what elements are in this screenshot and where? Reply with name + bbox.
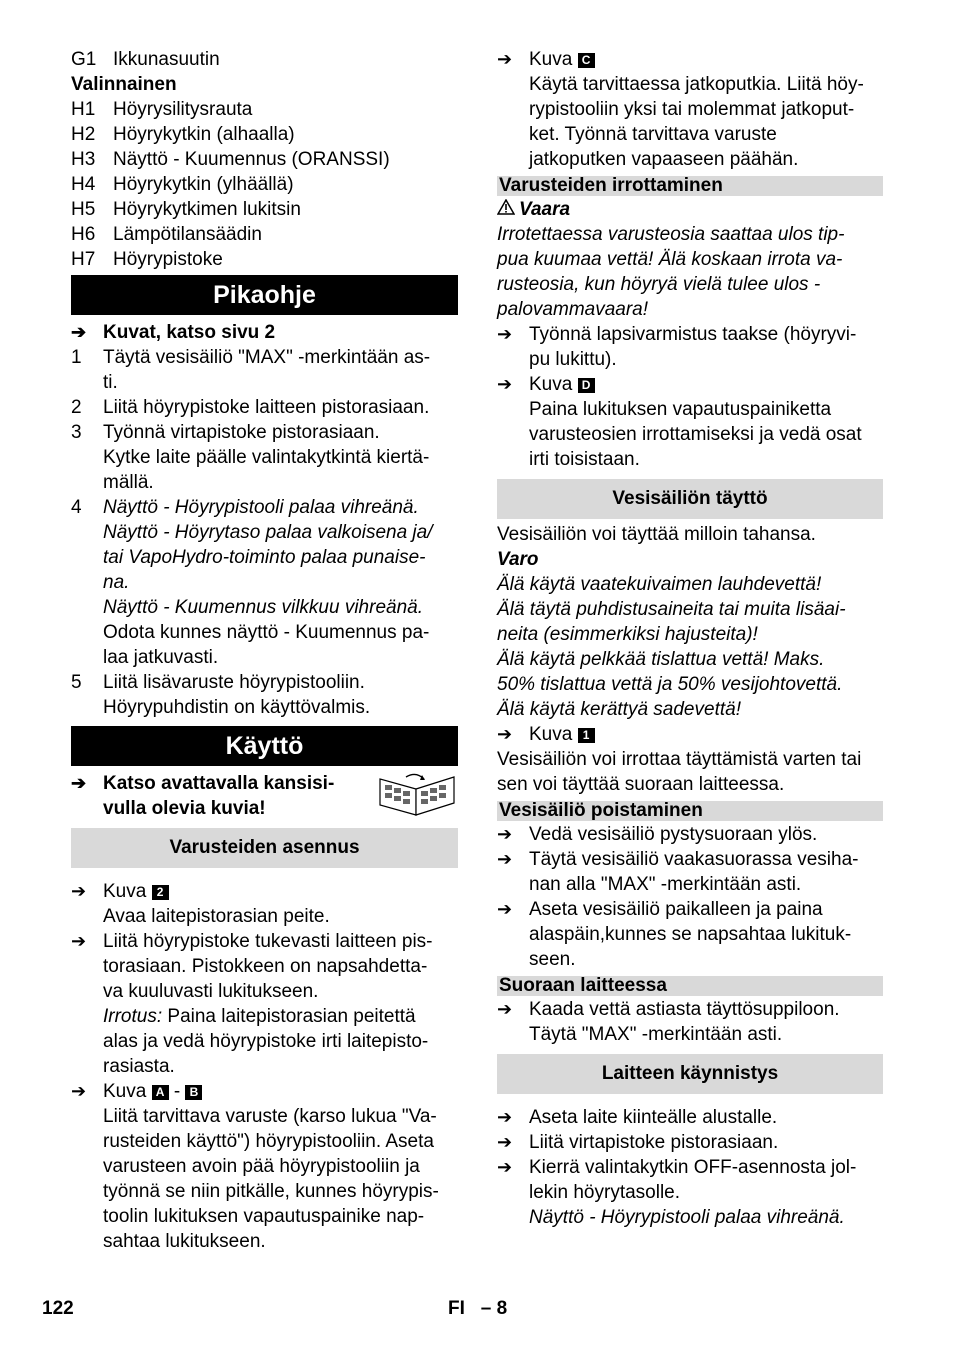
arrow-right-icon: ➔ <box>71 881 87 901</box>
step-5: 5 Liitä lisävaruste höyrypistooliin. Höyrypuhdistin on käyttövalmis. <box>71 672 371 718</box>
arrow-right-icon: ➔ <box>497 374 513 394</box>
optional-item: H3 Näyttö - Kuumennus (ORANSSI) <box>71 149 390 170</box>
arrow-right-icon: ➔ <box>497 899 513 919</box>
list-item: ➔ Kierrä valintakytkin OFF-asennosta jol- lekin höyrytasolle. Näyttö - Höyrypistooli palaa vihreänä. <box>497 1157 857 1228</box>
arrow-right-icon: ➔ <box>497 724 513 744</box>
caution-label: Varo <box>497 549 539 570</box>
open-book-icon <box>376 771 458 817</box>
arrow-right-icon: ➔ <box>71 931 87 951</box>
list-item: ➔ Liitä virtapistoke pistorasiaan. <box>497 1132 779 1153</box>
list-item: ➔ Aseta vesisäiliö paikalleen ja paina alaspäin,kunnes se napsahtaa lukituk- seen. <box>497 899 852 970</box>
optional-list <box>71 97 458 272</box>
figure-badge: 1 <box>578 728 595 743</box>
figure-badge: B <box>185 1085 202 1100</box>
right-column: ➔ Kuva C Käytä tarvittaessa jatkoputkia. Liitä höy- rypistooliin yksi tai molemmat jatkoput- ket. Työnnä tarvittava varuste jatkoputken vapaaseen päähän. Varusteiden irrottaminen Vaara Irrotettaessa varusteosia saattaa ulos tip- pua kuumaa vettä! Älä koskaan irrota va- rusteosia, kun höyryä vielä tulee ulos - palovammavaara! ➔ Työnnä lapsivarmistus taakse (höyryvi- pu lukittu). ➔ Kuva D Paina lukituksen vapautuspainiketta varusteosien irrottamiseksi ja vedä osat irti toisistaan. Vesisäiliön täyttö Vesisäiliön voi täyttää milloin tahansa. Varo Älä käytä vaatekuivaimen lauhdevettä! Älä täytä puhdistusaineita tai muita lisäai- neita (esimmerkiksi hajusteita)! Älä käytä pelkkää tislattua vettä! Maks. 50% tislattua vettä ja 50% vesijohtovettä. Älä käytä kerättyä sadevettä! ➔ Kuva 1 Vesisäiliön voi irrottaa täyttämistä varten tai sen voi täyttää suoraan laitteessa. Vesisäiliö poistaminen ➔ Vedä vesisäiliö pystysuoraan ylös. ➔ Täytä vesisäiliö vaakasuorassa vesiha- nan alla "MAX" -merkintään asti. ➔ Aseta vesisäiliö paikalleen ja paina alaspäin,kunnes se napsahtaa lukituk- seen. Suoraan laitteessa ➔ Kaada vettä astiasta täyttösuppiloon. Täytä "MAX" -merkintään asti. Laitteen käynnistys ➔ Aseta laite kiinteälle alustalle. ➔ Liitä virtapistoke pistorasiaan. ➔ Kierrä valintakytkin OFF-asennosta jol- lekin höyrytasolle. Näyttö - Höyrypistooli palaa vihreänä. <box>497 47 883 1230</box>
arrow-right-icon: ➔ <box>71 1081 87 1101</box>
warning-text: Irrotettaessa varusteosia saattaa ulos tip- pua kuumaa vettä! Älä koskaan irrota va- rusteosia, kun höyryä vielä tulee ulos - palovammavaara! <box>497 224 845 320</box>
optional-item: H6 Lämpötilansäädin <box>71 224 262 245</box>
list-item: ➔ Vedä vesisäiliö pystysuoraan ylös. <box>497 824 818 845</box>
arrow-right-icon: ➔ <box>497 824 513 844</box>
fig2-instruction: ➔ Kuva 2 Avaa laitepistorasian peite. <box>71 881 330 927</box>
arrow-right-icon: ➔ <box>497 1157 513 1177</box>
optional-heading: Valinnainen <box>71 74 177 95</box>
arrow-right-icon: ➔ <box>497 49 513 69</box>
section-title-kaytto: Käyttö <box>71 726 458 766</box>
optional-item: H5 Höyrykytkimen lukitsin <box>71 199 301 220</box>
parts-item-g1: G1 Ikkunasuutin <box>71 49 220 70</box>
step-2: 2 Liitä höyrypistoke laitteen pistorasiaan. <box>71 397 430 418</box>
kaytto-ref: ➔ Katso avattavalla kansisi- vulla olevia kuvia! <box>71 771 458 821</box>
figC-instruction: ➔ Kuva C Käytä tarvittaessa jatkoputkia. Liitä höy- rypistooliin yksi tai molemmat jatkoput- ket. Työnnä tarvittava varuste jatkoputken vapaaseen päähän. <box>497 49 864 170</box>
arrow-right-icon: ➔ <box>497 849 513 869</box>
optional-item: H7 Höyrypistoke <box>71 249 223 270</box>
arrow-right-icon: ➔ <box>71 322 87 342</box>
figAB-instruction: ➔ Kuva A - B Liitä tarvittava varuste (karso lukua "Va- rusteiden käyttö") höyrypistooliin. Aseta varusteen avoin pää höyrypistooliin ja työnnä se niin pitkälle, kunnes höyrypis- toolin lukituksen vapautuspainike nap- sahtaa lukitukseen. <box>71 1081 439 1252</box>
list-item: ➔ Kaada vettä astiasta täyttösuppiloon. Täytä "MAX" -merkintään asti. <box>497 999 840 1045</box>
arrow-right-icon: ➔ <box>497 1132 513 1152</box>
figure-badge: 2 <box>152 885 169 900</box>
figD-instruction: ➔ Kuva D Paina lukituksen vapautuspainiketta varusteosien irrottamiseksi ja vedä osat irti toisistaan. <box>497 374 862 470</box>
figure-badge: C <box>578 53 595 68</box>
list-item: ➔ Täytä vesisäiliö vaakasuorassa vesiha- nan alla "MAX" -merkintään asti. <box>497 849 859 895</box>
step-1: 1 Täytä vesisäiliö "MAX" -merkintään as- ti. <box>71 347 431 393</box>
arrow-right-icon: ➔ <box>71 773 87 793</box>
optional-item: H4 Höyrykytkin (ylhäällä) <box>71 174 294 195</box>
figure-badge: D <box>578 378 595 393</box>
connect-instruction: ➔ Liitä höyrypistoke tukevasti laitteen pis- torasiaan. Pistokkeen on napsahdetta- va kuuluvasti lukitukseen. Irrotus: Paina laitepistorasian peitettä alas ja vedä höyrypistoke irti laitepisto- rasiasta. <box>71 931 433 1077</box>
taytto-intro: Vesisäiliön voi täyttää milloin tahansa. <box>497 524 816 545</box>
child-lock-instruction: ➔ Työnnä lapsivarmistus taakse (höyryvi- pu lukittu). <box>497 324 857 370</box>
section-title-pikaohje: Pikaohje <box>71 275 458 315</box>
optional-item: H1 Höyrysilitysrauta <box>71 99 253 120</box>
list-item: ➔ Aseta laite kiinteälle alustalle. <box>497 1107 778 1128</box>
warning-triangle-icon <box>497 197 519 222</box>
caution-text: Älä käytä vaatekuivaimen lauhdevettä! Älä täytä puhdistusaineita tai muita lisäai- neita (esimmerkiksi hajusteita)! Älä käytä pelkkää tislattua vettä! Maks. 50% tislattua vettä ja 50% vesijohtovettä. Älä käytä kerättyä sadevettä! <box>497 574 846 720</box>
subsection-irrottaminen: Varusteiden irrottaminen <box>497 176 883 196</box>
subsection-kaynnistys: Laitteen käynnistys <box>497 1054 883 1094</box>
subsection-poistaminen: Vesisäiliö poistaminen <box>497 801 883 821</box>
subsection-suoraan: Suoraan laitteessa <box>497 976 883 996</box>
page-number: 122 <box>42 1298 74 1319</box>
arrow-right-icon: ➔ <box>497 1107 513 1127</box>
warning-label: Vaara <box>497 197 883 222</box>
fig1-instruction: ➔ Kuva 1 <box>497 722 883 747</box>
subsection-asennus: Varusteiden asennus <box>71 828 458 868</box>
footer-lang-page: FI – 8 <box>448 1298 508 1319</box>
optional-item: H2 Höyrykytkin (alhaalla) <box>71 124 295 145</box>
step-3: 3 Työnnä virtapistoke pistorasiaan. Kytke laite päälle valintakytkintä kiertä- mällä. <box>71 422 430 493</box>
arrow-right-icon: ➔ <box>497 324 513 344</box>
step-4: 4 Näyttö - Höyrypistooli palaa vihreänä. Näyttö - Höyrytaso palaa valkoisena ja/ tai VapoHydro-toiminto palaa punaise- na. Näyttö - Kuumennus vilkkuu vihreänä. Odota kunnes näyttö - Kuumennus pa- laa jatkuvasti. <box>71 497 433 668</box>
left-column <box>71 47 458 1254</box>
arrow-right-icon: ➔ <box>497 999 513 1019</box>
pikaohje-ref: ➔ Kuvat, katso sivu 2 <box>71 322 276 343</box>
subsection-taytto: Vesisäiliön täyttö <box>497 479 883 519</box>
figure-badge: A <box>152 1085 169 1100</box>
